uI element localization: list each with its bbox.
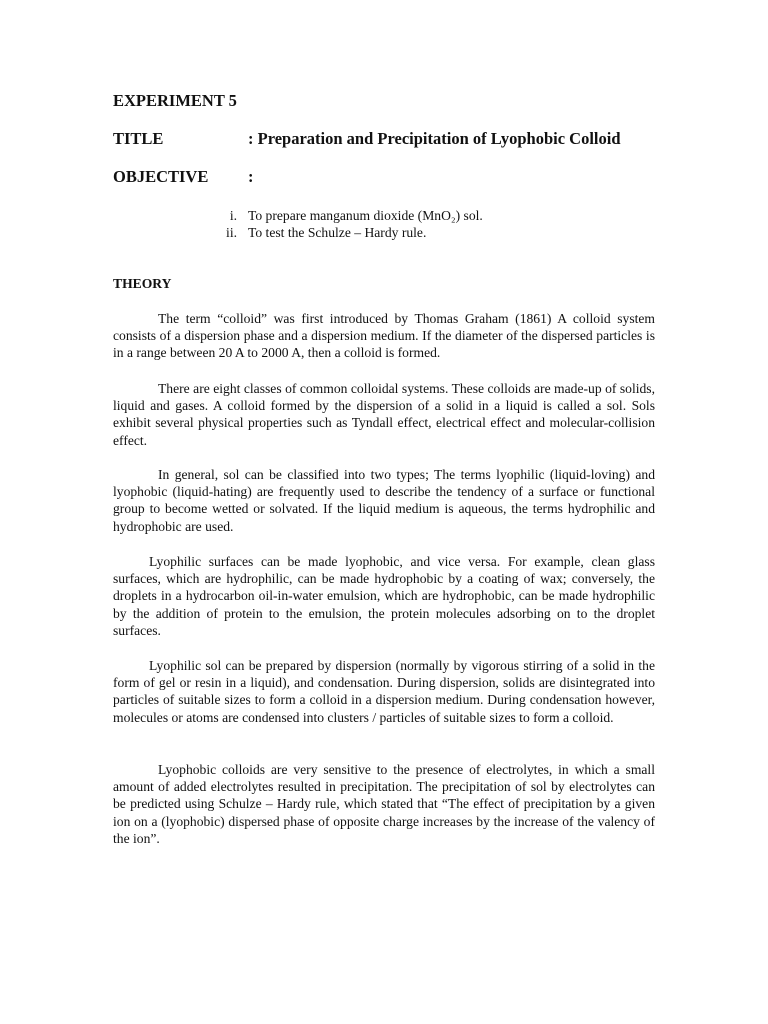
objective-text: To prepare manganum dioxide (MnO₂) sol. [248,208,483,223]
objective-list [200,207,660,241]
title-label: TITLE [113,129,164,148]
theory-paragraph: There are eight classes of common colloidal systems. These colloids are made-up of solids, liquid and gases. A colloid formed by the dispersion of a solid in a liquid is called a sol. Sols exhibit several physical properties such as Tyndall effect, electrical effect and molecular-collision effect. [113,381,655,448]
objective-label: OBJECTIVE [113,167,209,186]
objective-number: ii. [226,225,237,240]
theory-heading: THEORY [113,276,172,291]
title-value: : Preparation and Precipitation of Lyophobic Colloid [248,129,621,148]
objective-number: i. [229,208,237,223]
theory-paragraph: The term “colloid” was first introduced by Thomas Graham (1861) A colloid system consists of a dispersion phase and a dispersion medium. If the diameter of the dispersed particles is in a range between 20 A to 2000 A, then a colloid is formed. [113,311,655,361]
theory-paragraph: Lyophilic surfaces can be made lyophobic, and vice versa. For example, clean glass surfaces, which are hydrophilic, can be made hydrophobic by a coating of wax; conversely, the droplets in a hydrocarbon oil-in-water emulsion, which are hydrophobic, can be made hydrophilic by the addition of protein to the emulsion, the protein molecules adsorbing on to the droplet surfaces. [113,554,655,638]
objective-text: To test the Schulze – Hardy rule. [248,225,427,240]
theory-paragraph: Lyophobic colloids are very sensitive to the presence of electrolytes, in which a small amount of added electrolytes resulted in precipitation. The precipitation of sol by electrolytes can be predicted using Schulze – Hardy rule, which stated that “The effect of precipitation by a given ion on a (lyophobic) dispersed phase of opposite charge increases by the increase of the valency of the ion”. [113,762,655,846]
theory-paragraph: In general, sol can be classified into two types; The terms lyophilic (liquid-loving) and lyophobic (liquid-hating) are frequently used to describe the tendency of a surface or functional group to become wetted or solvated. If the liquid medium is aqueous, the terms hydrophilic and hydrophobic are used. [113,467,655,534]
objective-item [200,207,660,224]
objective-item [200,224,660,241]
theory-paragraph: Lyophilic sol can be prepared by dispersion (normally by vigorous stirring of a solid in the form of gel or resin in a liquid), and condensation. During dispersion, solids are disintegrated into particles of suitable sizes to form a colloid in a dispersion medium. During condensation however, molecules or atoms are condensed into clusters / particles of suitable sizes to form a colloid. [113,658,655,725]
experiment-heading: EXPERIMENT 5 [113,91,237,110]
objective-colon: : [248,167,254,186]
